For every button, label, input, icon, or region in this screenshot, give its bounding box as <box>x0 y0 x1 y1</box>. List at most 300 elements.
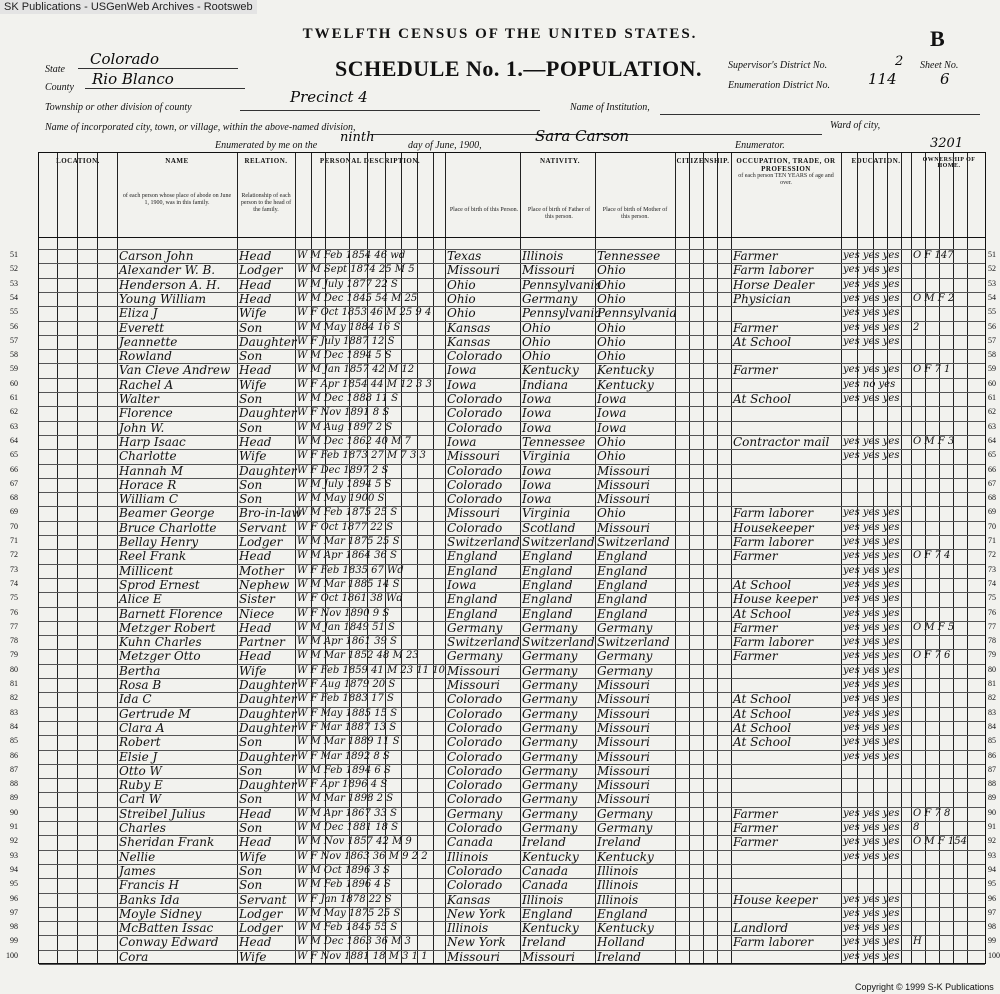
ownership-cell: O M F 2 <box>913 292 955 304</box>
name-cell: Alexander W. B. <box>119 263 216 278</box>
personal-desc-cell: W M Dec 1894 5 S <box>297 350 392 362</box>
education-cell: yes yes yes <box>843 292 900 304</box>
relation-cell: Son <box>239 477 263 492</box>
birthplace-cell: Ohio <box>447 277 476 292</box>
father-birthplace-cell: Iowa <box>522 463 552 478</box>
row-number-right: 80 <box>988 664 996 674</box>
relation-cell: Daughter <box>239 720 297 735</box>
mother-birthplace-cell: England <box>597 577 648 592</box>
name-cell: Bertha <box>119 663 161 678</box>
father-birthplace-cell: England <box>522 549 573 564</box>
row-number-right: 70 <box>988 521 996 531</box>
row-number-right: 79 <box>988 650 996 660</box>
column-divider <box>57 153 58 963</box>
row-number-left: 57 <box>10 335 18 345</box>
education-cell: yes yes yes <box>843 550 900 562</box>
row-number-left: 58 <box>10 350 18 360</box>
row-number-right: 85 <box>988 736 996 746</box>
birthplace-cell: Germany <box>447 620 503 635</box>
relation-cell: Lodger <box>239 263 283 278</box>
occupation-cell: Farm laborer <box>733 535 814 549</box>
personal-desc-cell: W M Dec 1845 54 M 25 <box>297 292 418 304</box>
row-number-left: 56 <box>10 321 18 331</box>
column-divider <box>675 153 676 963</box>
occupation-cell: Contractor mail <box>733 434 830 449</box>
ownership-cell: O M F 5 <box>913 621 955 633</box>
education-cell: yes yes yes <box>843 836 900 848</box>
row-number-left: 80 <box>10 664 18 674</box>
row-number-left: 97 <box>10 907 18 917</box>
birthplace-cell: Colorado <box>447 692 503 707</box>
column-divider <box>445 153 446 963</box>
ownership-cell: O F 7 4 <box>913 550 951 562</box>
education-cell: yes yes yes <box>843 822 900 833</box>
name-cell: Walter <box>119 392 159 406</box>
birthplace-cell: Missouri <box>447 663 500 678</box>
name-cell: Barnett Florence <box>119 606 223 621</box>
row-number-left: 67 <box>10 478 18 488</box>
personal-desc-cell: W M Mar 1885 14 S <box>297 578 400 590</box>
mother-birthplace-cell: Ohio <box>597 449 626 464</box>
mother-birthplace-cell: Ireland <box>597 949 641 964</box>
relation-cell: Head <box>239 806 272 821</box>
institution-line <box>660 100 980 115</box>
occupation-cell: Farmer <box>733 821 778 835</box>
personal-desc-cell: W M Mar 1898 2 S <box>297 793 394 805</box>
personal-desc-cell: W M Apr 1867 33 S <box>297 807 397 819</box>
personal-desc-cell: W F May 1885 15 S <box>297 707 397 719</box>
mother-birthplace-cell: Ohio <box>597 277 626 292</box>
personal-desc-cell: W M July 1894 5 S <box>297 478 392 490</box>
name-cell: Horace R <box>119 477 177 492</box>
education-cell: yes yes yes <box>843 435 900 447</box>
father-birthplace-cell: Missouri <box>522 949 575 964</box>
occupation-cell: Farmer <box>733 363 778 378</box>
name-cell: Elsie J <box>119 749 158 764</box>
name-cell: Bellay Henry <box>119 535 199 549</box>
mother-birthplace-cell: Missouri <box>597 492 650 507</box>
personal-desc-cell: W M Oct 1896 3 S <box>297 864 390 876</box>
birthplace-cell: Colorado <box>447 735 503 750</box>
personal-desc-cell: W M Mar 1852 48 M 23 <box>297 650 419 662</box>
occupation-cell: Farm laborer <box>733 635 814 650</box>
row-number-left: 65 <box>10 450 18 460</box>
birthplace-cell: Iowa <box>447 363 477 378</box>
sheet-label: Sheet No. <box>920 60 959 71</box>
relation-cell: Son <box>239 492 263 507</box>
personal-desc-cell: W F Feb 1835 67 Wd <box>297 564 404 576</box>
sheet-letter: B <box>930 26 945 51</box>
birthplace-cell: Colorado <box>447 749 503 764</box>
supervisor-value: 2 <box>895 54 904 69</box>
relation-cell: Daughter <box>239 334 297 349</box>
name-cell: Clara A <box>119 720 165 735</box>
birthplace-cell: Colorado <box>447 463 503 478</box>
mother-birthplace-cell: Ohio <box>597 291 626 306</box>
occupation-cell: Farmer <box>733 649 778 664</box>
enumerator-label: Enumerator. <box>735 140 785 151</box>
name-cell: Hannah M <box>119 463 184 478</box>
birthplace-cell: Colorado <box>447 792 503 807</box>
education-cell: yes yes yes <box>843 593 900 605</box>
birthplace-cell: Canada <box>447 835 494 850</box>
col-group-personal: PERSONAL DESCRIPTION. <box>319 157 421 165</box>
occupation-cell: At School <box>733 392 792 406</box>
row-number-right: 97 <box>988 907 996 917</box>
name-cell: Bruce Charlotte <box>119 520 217 535</box>
personal-desc-cell: W M Nov 1857 42 M 9 <box>297 836 412 848</box>
occupation-cell: Farm laborer <box>733 935 814 950</box>
occupation-cell: Farmer <box>733 620 778 635</box>
relation-cell: Lodger <box>239 906 283 921</box>
row-number-right: 84 <box>988 721 996 731</box>
mother-birthplace-cell: Ohio <box>597 349 626 364</box>
relation-cell: Daughter <box>239 706 297 721</box>
row-number-left: 92 <box>10 836 18 846</box>
relation-cell: Lodger <box>239 535 283 549</box>
name-cell: Cora <box>119 949 149 964</box>
col-group-citizenship: CITIZENSHIP. <box>676 157 730 165</box>
row-number-left: 94 <box>10 864 18 874</box>
row-number-left: 69 <box>10 507 18 517</box>
row-number-left: 87 <box>10 764 18 774</box>
education-cell: yes yes yes <box>843 278 900 290</box>
mother-birthplace-cell: Missouri <box>597 678 650 692</box>
ownership-cell: 2 <box>913 321 920 333</box>
relation-cell: Head <box>239 935 272 950</box>
father-birthplace-cell: Ireland <box>522 935 566 950</box>
col-group-occupation: OCCUPATION, TRADE, OR PROFESSION <box>736 157 836 173</box>
birthplace-cell: Colorado <box>447 406 503 421</box>
row-number-right: 73 <box>988 564 996 574</box>
row-number-left: 54 <box>10 292 18 302</box>
father-birthplace-cell: Germany <box>522 735 578 750</box>
personal-desc-cell: W M Dec 1881 18 S <box>297 822 398 833</box>
personal-desc-cell: W F Nov 1890 9 S <box>297 607 390 619</box>
personal-desc-cell: W F Feb 1859 41 M 23 11 10 <box>297 664 445 676</box>
col-group-ownership: OWNERSHIP OF HOME. <box>922 157 976 169</box>
education-cell: yes yes yes <box>843 922 900 934</box>
personal-desc-cell: W F Oct 1853 46 M 25 9 4 <box>297 307 432 319</box>
birthplace-cell: Iowa <box>447 577 477 592</box>
relation-cell: Servant <box>239 520 287 535</box>
row-number-left: 72 <box>10 550 18 560</box>
father-birthplace-cell: Switzerland <box>522 635 595 650</box>
personal-desc-cell: W M Feb 1845 55 S <box>297 922 398 934</box>
personal-desc-cell: W F Aug 1879 20 S <box>297 679 396 690</box>
row-number-right: 58 <box>988 350 996 360</box>
row-number-right: 75 <box>988 593 996 603</box>
row-number-right: 89 <box>988 793 996 803</box>
relation-cell: Wife <box>239 377 267 392</box>
row-number-left: 68 <box>10 493 18 503</box>
mother-birthplace-cell: Iowa <box>597 392 627 406</box>
personal-desc-cell: W M Dec 1862 40 M 7 <box>297 435 411 447</box>
occupation-cell: At School <box>733 692 792 707</box>
enum-month-label: day of June, 1900, <box>408 140 482 151</box>
father-birthplace-cell: Iowa <box>522 420 552 435</box>
row-number-right: 54 <box>988 292 996 302</box>
father-birthplace-cell: Iowa <box>522 492 552 507</box>
education-cell: yes yes yes <box>843 850 900 862</box>
row-number-right: 100 <box>988 950 1000 960</box>
row-number-left: 99 <box>10 936 18 946</box>
personal-desc-cell: W F Mar 1887 13 S <box>297 721 397 733</box>
personal-desc-cell: W F Apr 1854 44 M 12 3 3 <box>297 378 432 390</box>
education-cell: yes yes yes <box>843 607 900 619</box>
education-cell: yes yes yes <box>843 907 900 919</box>
row-number-left: 96 <box>10 893 18 903</box>
row-number-right: 60 <box>988 378 996 388</box>
birthplace-cell: Colorado <box>447 420 503 435</box>
row-number-left: 91 <box>10 822 18 831</box>
birthplace-cell: England <box>447 606 498 621</box>
relation-cell: Son <box>239 349 263 364</box>
column-divider <box>717 153 718 963</box>
father-birthplace-cell: Germany <box>522 821 578 835</box>
archive-banner: SK Publications - USGenWeb Archives - Rootsweb <box>0 0 257 14</box>
relation-cell: Niece <box>239 606 275 621</box>
column-divider <box>520 153 521 963</box>
relation-cell: Nephew <box>239 577 290 592</box>
mother-birthplace-cell: Germany <box>597 821 653 835</box>
township-label: Township or other division of county <box>45 102 192 113</box>
education-cell: yes yes yes <box>843 264 900 276</box>
birthplace-cell: England <box>447 592 498 607</box>
father-birthplace-cell: Illinois <box>522 249 564 263</box>
name-cell: Conway Edward <box>119 935 219 950</box>
personal-desc-cell: W M Feb 1854 46 wd <box>297 250 406 261</box>
personal-desc-cell: W M May 1900 S <box>297 493 385 505</box>
relation-cell: Son <box>239 735 263 750</box>
row-number-left: 66 <box>10 464 18 474</box>
relation-cell: Head <box>239 549 272 564</box>
father-birthplace-cell: Germany <box>522 720 578 735</box>
birthplace-cell: Colorado <box>447 821 503 835</box>
occupation-cell: At School <box>733 334 792 349</box>
row-number-right: 57 <box>988 335 996 345</box>
name-cell: Eliza J <box>119 306 158 321</box>
row-number-left: 75 <box>10 593 18 603</box>
father-birthplace-cell: Germany <box>522 706 578 721</box>
relation-cell: Son <box>239 863 263 878</box>
mother-birthplace-cell: Ohio <box>597 434 626 449</box>
mother-birthplace-cell: Missouri <box>597 749 650 764</box>
city-label: Name of incorporated city, town, or village, within the above-named division, <box>45 122 356 133</box>
row-number-right: 91 <box>988 822 996 831</box>
relation-cell: Son <box>239 320 263 335</box>
ownership-cell: O F 7 8 <box>913 807 951 819</box>
mother-birthplace-cell: Missouri <box>597 720 650 735</box>
occupation-cell: At School <box>733 735 792 750</box>
row-number-left: 62 <box>10 407 18 417</box>
personal-desc-cell: W M Feb 1896 4 S <box>297 879 391 891</box>
mother-birthplace-cell: Germany <box>597 649 653 664</box>
occupation-cell: Horse Dealer <box>733 277 815 292</box>
row-number-left: 64 <box>10 435 18 445</box>
personal-desc-cell: W F Apr 1896 4 S <box>297 779 388 791</box>
row-number-right: 98 <box>988 922 996 932</box>
education-cell: yes no yes <box>843 378 896 390</box>
name-cell: Moyle Sidney <box>119 906 202 921</box>
township-value: Precinct 4 <box>290 88 368 106</box>
father-birthplace-cell: Virginia <box>522 506 571 521</box>
row-number-right: 67 <box>988 478 996 488</box>
occupation-cell: Farmer <box>733 549 778 564</box>
relation-cell: Wife <box>239 949 267 964</box>
row-number-right: 77 <box>988 621 996 631</box>
enum-district-value: 114 <box>868 70 897 88</box>
father-birthplace-cell: Kentucky <box>522 849 579 864</box>
relation-cell: Daughter <box>239 778 297 793</box>
relation-cell: Wife <box>239 449 267 464</box>
mother-birthplace-cell: Iowa <box>597 406 627 421</box>
row-number-right: 94 <box>988 864 996 874</box>
mother-birthplace-cell: England <box>597 563 648 578</box>
mother-birthplace-cell: Illinois <box>597 863 639 878</box>
personal-desc-cell: W M Apr 1864 36 S <box>297 550 397 562</box>
occupation-cell: House keeper <box>733 892 818 907</box>
birth-father-subheader: Place of birth of Father of this person. <box>527 207 591 220</box>
occupation-cell: Physician <box>733 291 792 306</box>
row-number-left: 63 <box>10 421 18 431</box>
birthplace-cell: Missouri <box>447 949 500 964</box>
father-birthplace-cell: Canada <box>522 878 569 893</box>
mother-birthplace-cell: England <box>597 592 648 607</box>
relation-cell: Head <box>239 434 272 449</box>
row-number-left: 77 <box>10 621 18 631</box>
row-number-left: 60 <box>10 378 18 388</box>
row-number-right: 62 <box>988 407 996 417</box>
row-number-left: 93 <box>10 850 18 860</box>
header-divider <box>39 237 985 238</box>
name-cell: Metzger Robert <box>119 620 216 635</box>
row-number-left: 84 <box>10 721 18 731</box>
row-number-right: 66 <box>988 464 996 474</box>
birthplace-cell: Colorado <box>447 520 503 535</box>
column-divider <box>237 153 238 963</box>
row-number-left: 98 <box>10 922 18 932</box>
row-number-left: 90 <box>10 807 18 817</box>
mother-birthplace-cell: Missouri <box>597 706 650 721</box>
relation-cell: Lodger <box>239 921 283 936</box>
birthplace-cell: Colorado <box>447 863 503 878</box>
relation-cell: Daughter <box>239 678 297 692</box>
row-number-right: 95 <box>988 879 996 889</box>
name-cell: Kuhn Charles <box>119 635 202 650</box>
occupation-cell: Farm laborer <box>733 506 814 521</box>
father-birthplace-cell: Germany <box>522 692 578 707</box>
mother-birthplace-cell: Missouri <box>597 692 650 707</box>
row-number-left: 89 <box>10 793 18 803</box>
father-birthplace-cell: Kentucky <box>522 921 579 936</box>
mother-birthplace-cell: Switzerland <box>597 535 670 549</box>
education-cell: yes yes yes <box>843 807 900 819</box>
column-divider <box>911 153 912 963</box>
row-number-right: 71 <box>988 536 996 545</box>
state-value: Colorado <box>90 50 160 68</box>
personal-desc-cell: W F Feb 1883 17 S <box>297 693 394 705</box>
father-birthplace-cell: Scotland <box>522 520 576 535</box>
birthplace-cell: Colorado <box>447 720 503 735</box>
relation-cell: Son <box>239 792 263 807</box>
relation-cell: Head <box>239 277 272 292</box>
mother-birthplace-cell: England <box>597 606 648 621</box>
row-number-right: 68 <box>988 493 996 503</box>
education-cell: yes yes yes <box>843 250 900 261</box>
mother-birthplace-cell: Tennessee <box>597 249 661 263</box>
personal-desc-cell: W M Sept 1874 25 M 5 <box>297 264 415 276</box>
row-number-right: 56 <box>988 321 996 331</box>
row-number-left: 70 <box>10 521 18 531</box>
birthplace-cell: England <box>447 563 498 578</box>
mother-birthplace-cell: Illinois <box>597 878 639 893</box>
education-cell: yes yes yes <box>843 521 900 533</box>
mother-birthplace-cell: Iowa <box>597 420 627 435</box>
birthplace-cell: Missouri <box>447 449 500 464</box>
name-cell: Jeannette <box>119 334 178 349</box>
father-birthplace-cell: Germany <box>522 649 578 664</box>
row-number-right: 76 <box>988 607 996 617</box>
row-number-right: 65 <box>988 450 996 460</box>
father-birthplace-cell: Germany <box>522 291 578 306</box>
birthplace-cell: Missouri <box>447 506 500 521</box>
education-cell: yes yes yes <box>843 736 900 748</box>
personal-desc-cell: W M Mar 1889 11 S <box>297 736 400 748</box>
mother-birthplace-cell: Germany <box>597 663 653 678</box>
name-cell: Ruby E <box>119 778 163 793</box>
name-cell: Charlotte <box>119 449 177 464</box>
enumerator-name: Sara Carson <box>535 127 630 145</box>
education-cell: yes yes yes <box>843 507 900 519</box>
ownership-cell: H <box>913 936 922 948</box>
father-birthplace-cell: Iowa <box>522 406 552 421</box>
relation-cell: Partner <box>239 635 285 650</box>
occupation-cell: Farm laborer <box>733 263 814 278</box>
personal-desc-cell: W M Dec 1863 36 M 3 <box>297 936 411 948</box>
relation-cell: Wife <box>239 306 267 321</box>
col-group-nativity: NATIVITY. <box>539 157 581 165</box>
father-birthplace-cell: Iowa <box>522 392 552 406</box>
row-divider <box>39 964 985 965</box>
relation-cell: Son <box>239 392 263 406</box>
education-cell: yes yes yes <box>843 721 900 733</box>
father-birthplace-cell: Germany <box>522 806 578 821</box>
row-number-left: 95 <box>10 879 18 889</box>
relation-cell: Son <box>239 878 263 893</box>
county-label: County <box>45 82 74 93</box>
ward-label: Ward of city, <box>830 120 881 131</box>
birthplace-cell: Iowa <box>447 434 477 449</box>
row-number-left: 100 <box>6 950 18 960</box>
education-cell: yes yes yes <box>843 578 900 590</box>
personal-desc-cell: W M May 1875 25 S <box>297 907 401 919</box>
name-cell: Otto W <box>119 763 162 778</box>
column-divider <box>841 153 842 963</box>
father-birthplace-cell: Germany <box>522 792 578 807</box>
row-number-left: 59 <box>10 364 18 374</box>
personal-desc-cell: W F Nov 1881 18 M 3 1 1 <box>297 950 428 962</box>
mother-birthplace-cell: Kentucky <box>597 921 654 936</box>
father-birthplace-cell: Germany <box>522 620 578 635</box>
education-cell: yes yes yes <box>843 321 900 333</box>
father-birthplace-cell: Switzerland <box>522 535 595 549</box>
personal-desc-cell: W F Jan 1878 22 S <box>297 893 392 905</box>
relation-cell: Son <box>239 821 263 835</box>
occupation-cell: At School <box>733 720 792 735</box>
personal-desc-cell: W M Dec 1888 11 S <box>297 393 398 404</box>
enum-day: ninth <box>340 130 375 145</box>
